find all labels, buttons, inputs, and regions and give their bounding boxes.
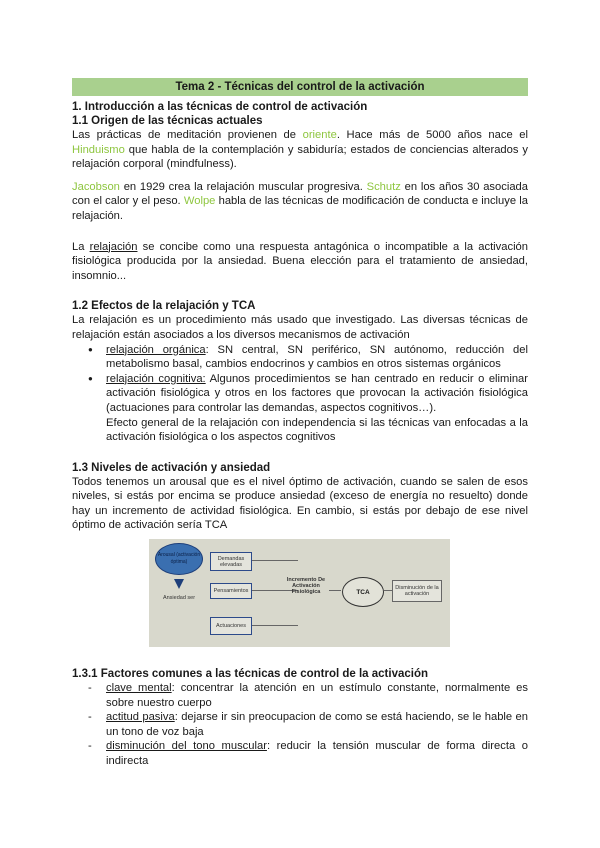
document-page [72,78,528,769]
disminucion-box: Disminución de la activación [392,580,442,602]
list-item: - disminución del tono muscular: reducir la tensión muscular de forma directa o indirecta [106,739,528,768]
paragraph-authors: Jacobson en 1929 crea la relajación muscular progresiva. Schutz en los años 30 asociada con el calor y el peso. Wolpe habla de las técnicas de modificación de conducta e incluye la relajación. [72,180,528,222]
incremento-label: Incremento De Activación Fisiológica [286,577,326,596]
term-wolpe: Wolpe [183,195,216,208]
term-jacobson: Jacobson [72,180,120,193]
tca-ellipse: TCA [342,577,384,607]
term-relajacion: relajación [89,240,138,253]
term-hinduismo: Hinduismo [72,143,125,156]
factors-list [72,681,528,769]
demandas-box: Demandas elevadas [210,552,252,571]
paragraph-arousal: Todos tenemos un arousal que es el nivel óptimo de activación, cuando se salen de esos niveles, si estás por encima se produce ansiedad (exceso de energía no resuelto) donde hay un incremento de actividad fisiológica. En cambio, si estás por debajo de ese nivel óptimo de activación sería TCA [72,475,528,532]
connector-line [384,590,392,591]
effects-list [72,343,528,416]
arousal-ellipse: Arousal (activación óptima) [155,543,203,575]
connector-line [252,560,298,561]
actuaciones-box: Actuaciones [210,617,252,635]
paragraph-effects-intro: La relajación es un procedimiento más usado que investigado. Las diversas técnicas de relajación están asociados a los diversos mecanismos de activación [72,314,528,341]
activation-diagram [149,539,450,647]
paragraph-origin: Las prácticas de meditación provienen de oriente. Hace más de 5000 años nace el Hinduismo que habla de la contemplación y sabiduría; estados de conciencias alterados y relajación corporal (mindfulness). [72,129,528,171]
paragraph-relajacion: La relajación se concibe como una respuesta antagónica o incompatible a la activación fisiológica producida por la ansiedad. Buena elección para el tratamiento de ansiedad, insomnio... [72,240,528,282]
list-item: ● relajación cognitiva: Algunos procedimientos se han centrado en reducir o eliminar activación fisiológica y otros en los factores que provocan la activación fisiológica (actuaciones para controlar las demandas, aspectos cognitivos…). [106,372,528,416]
section-1-3-1-heading: 1.3.1 Factores comunes a las técnicas de control de la activación [72,668,429,681]
effects-note: Efecto general de la relajación con independencia si las técnicas van enfocadas a la activación fisiológica o los aspectos cognitivos [106,416,528,444]
ansiedad-label: Ansiedad ser [162,595,196,602]
section-1-2-heading: 1.2 Efectos de la relajación y TCA [72,300,256,313]
list-item: - actitud pasiva: dejarse ir sin preocupacion de como se está haciendo, se le hable en un tono de voz baja [106,710,528,739]
connector-line [329,590,341,591]
connector-line [252,625,298,626]
section-1-3-heading: 1.3 Niveles de activación y ansiedad [72,461,271,474]
section-1-1-heading: 1.1 Origen de las técnicas actuales [72,115,263,127]
list-item: ● relajación orgánica: SN central, SN periférico, SN autónomo, reducción del metabolismo basal, cambios endocrinos y cambios en otros sistemas orgánicos [106,343,528,372]
list-item: - clave mental: concentrar la atención en un estímulo constante, normalmente es sobre nuestro cuerpo [106,681,528,710]
section-1-heading: 1. Introducción a las técnicas de control de activación [72,101,368,113]
term-oriente: oriente [302,129,337,141]
document-title: Tema 2 - Técnicas del control de la activación [72,78,528,96]
term-schutz: Schutz [366,180,401,193]
pensamientos-box: Pensamientos [210,583,252,599]
arrow-down-icon [174,579,184,589]
